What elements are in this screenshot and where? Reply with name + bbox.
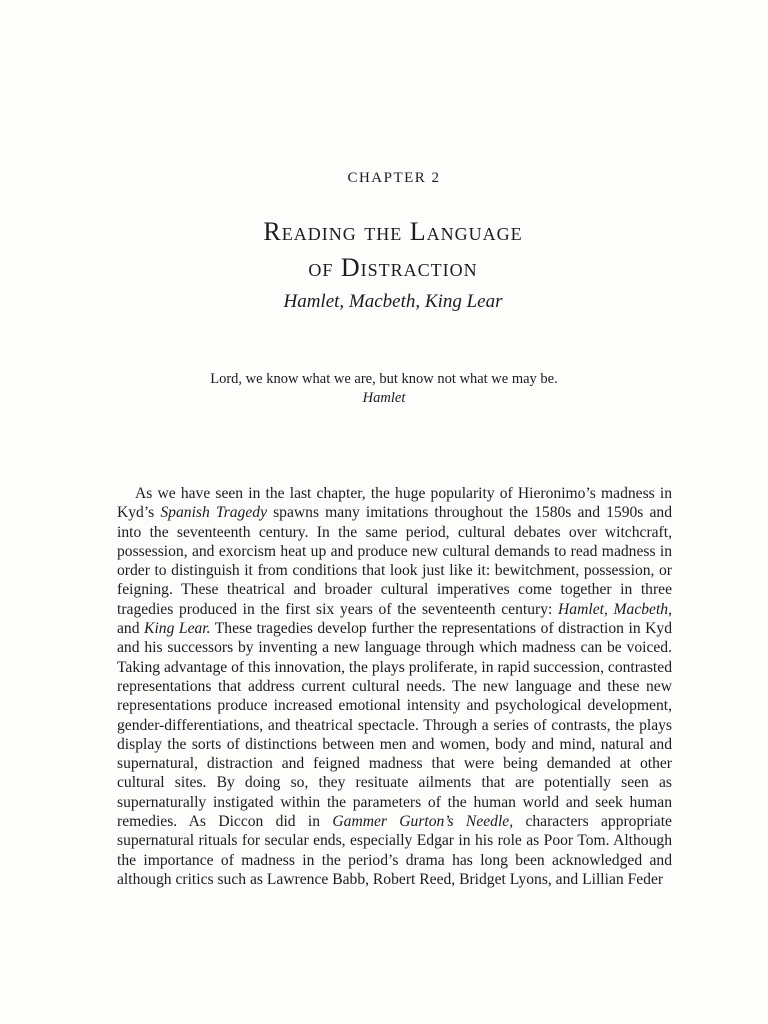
- body-text-run: and: [117, 620, 145, 638]
- body-title-spanish-tragedy: Spanish Tragedy: [160, 504, 267, 522]
- chapter-title-line-1: Reading the Language: [263, 217, 523, 246]
- body-text-run: As we have seen in the last chapter, the huge popularity of Hieronimo’s madness in Kyd’s: [117, 485, 672, 522]
- chapter-subtitle: Hamlet, Macbeth, King Lear: [283, 291, 503, 312]
- epigraph-quote: Lord, we know what we are, but know not what we may be.: [210, 371, 558, 387]
- body-title-hamlet-macbeth: Hamlet, Macbeth,: [558, 600, 672, 618]
- epigraph: [0, 370, 768, 408]
- epigraph-source: Hamlet: [362, 390, 406, 406]
- body-title-king-lear: King Lear.: [144, 620, 211, 638]
- body-text-run: These tragedies develop further the representations of distraction in Kyd and his successors by inventing a new language through which madness can be voiced. Taking advantage of this innovation, the plays proliferate, in rapid succession, contrasted representations that address current cultural needs. The new language and these new representations produce increased emotional intensity and psychological development, gender-differentiations, and theatrical spectacle. Through a series of contrasts, the plays display the sorts of distinctions between men and women, body and mind, natural and supernatural, distraction and feigned madness that were being demanded at other cultural sites. By doing so, they resituate ailments that are potentially seen as supernaturally instigated within the parameters of the human world and seek human remedies. As Diccon did in: [117, 620, 673, 831]
- body-paragraph: [117, 484, 672, 889]
- body-text-run: characters appropriate supernatural rituals for secular ends, especially Edgar in his role as Poor Tom. Although the importance of madness in the period’s drama has long been acknowledged and although critics such as Lawrence Babb, Robert Reed, Bridget Lyons, and Lillian Feder: [117, 813, 672, 888]
- body-title-gammer-gurton: Gammer Gurton’s Needle,: [332, 813, 514, 831]
- body-text-run: spawns many imitations throughout the 1580s and 1590s and into the seventeenth century. In the same period, cultural debates over witchcraft, possession, and exorcism heat up and produce new cultural demands to read madness in order to distinguish it from conditions that look just like it: bewitchment, possession, or feigning. These theatrical and broader cultural imperatives come together in three tragedies produced in the first six years of the seventeenth century:: [117, 504, 673, 618]
- chapter-title: [0, 214, 768, 286]
- chapter-label: CHAPTER 2: [347, 170, 441, 186]
- chapter-title-line-2: of Distraction: [308, 253, 478, 282]
